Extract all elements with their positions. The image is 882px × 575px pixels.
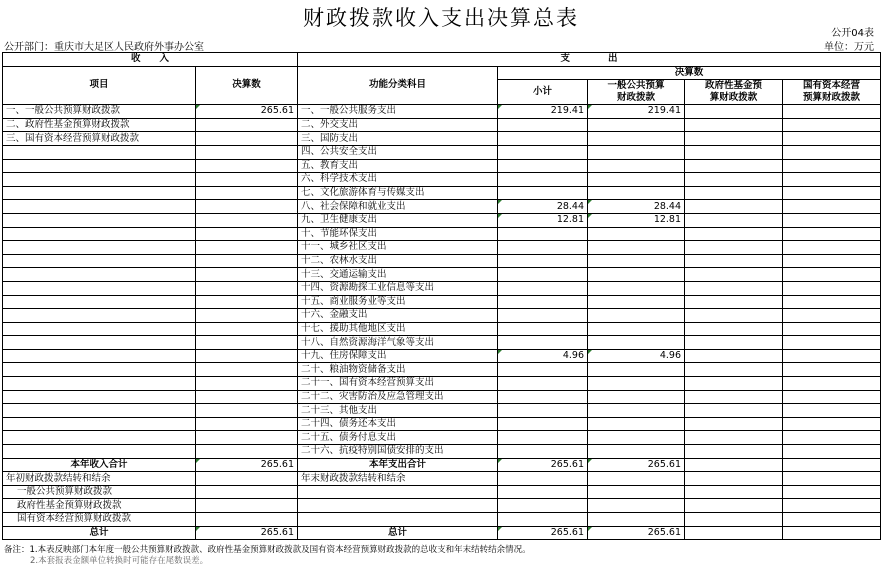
carry-value-cell [783, 499, 881, 513]
income-amount-cell [196, 145, 298, 159]
income-item-cell [3, 145, 196, 159]
gfb-cell [685, 404, 783, 418]
socb-cell [783, 445, 881, 459]
table-row [3, 404, 881, 418]
carry-value-cell [588, 513, 685, 527]
grand-expense-socb [783, 526, 881, 540]
carry-value-cell [685, 499, 783, 513]
table-row [3, 118, 881, 132]
func-subject-header: 功能分类科目 [298, 66, 498, 105]
subtotal-cell [498, 377, 588, 391]
carry-amount-cell [196, 472, 298, 486]
gfb-cell [685, 445, 783, 459]
income-item-cell [3, 309, 196, 323]
subtotal-cell [498, 173, 588, 187]
gfb-cell [685, 118, 783, 132]
grand-income-total-amount: 265.61 [196, 526, 298, 540]
subtotal-cell: 28.44 [498, 200, 588, 214]
gfb-cell [685, 309, 783, 323]
socb-cell [783, 118, 881, 132]
income-item-cell [3, 254, 196, 268]
table-row [3, 363, 881, 377]
income-amount-cell [196, 363, 298, 377]
table-row [3, 173, 881, 187]
table-row [3, 145, 881, 159]
func-subject-cell: 二、外交支出 [298, 118, 498, 132]
gfb-cell [685, 186, 783, 200]
subtotal-cell [498, 132, 588, 146]
subtotal-cell [498, 241, 588, 255]
gpb-cell [588, 186, 685, 200]
gpb-cell: 219.41 [588, 105, 685, 119]
income-item-cell [3, 227, 196, 241]
func-subject-cell: 十七、援助其他地区支出 [298, 322, 498, 336]
income-amount-cell [196, 200, 298, 214]
income-amount-cell [196, 404, 298, 418]
year-income-total-label: 本年收入合计 [3, 458, 196, 472]
func-subject-cell: 十三、交通运输支出 [298, 268, 498, 282]
table-row [3, 159, 881, 173]
gpb-cell [588, 431, 685, 445]
socb-cell [783, 159, 881, 173]
carry-amount-cell [196, 485, 298, 499]
table-row [3, 241, 881, 255]
table-row [3, 322, 881, 336]
func-subject-cell: 八、社会保障和就业支出 [298, 200, 498, 214]
table-row [3, 431, 881, 445]
income-item-cell [3, 200, 196, 214]
gpb-cell [588, 241, 685, 255]
socb-cell [783, 377, 881, 391]
income-amount-cell [196, 431, 298, 445]
socb-cell [783, 105, 881, 119]
func-subject-cell: 九、卫生健康支出 [298, 213, 498, 227]
subtotal-cell [498, 322, 588, 336]
subtotal-cell [498, 445, 588, 459]
table-row [3, 186, 881, 200]
socb-cell [783, 145, 881, 159]
year-expense-gpb: 265.61 [588, 458, 685, 472]
socb-cell [783, 349, 881, 363]
gfb-cell [685, 132, 783, 146]
gfb-cell [685, 173, 783, 187]
socb-cell [783, 309, 881, 323]
income-amount-cell [196, 322, 298, 336]
note-1: 备注：1.本表反映部门本年度一般公共预算财政拨款、政府性基金预算财政拨款及国有资本经营预算财政拨款的总收支和年末结转结余情况。 [4, 545, 531, 555]
gpb-header: 一般公共预算 财政拨款 [588, 80, 685, 105]
socb-cell [783, 186, 881, 200]
income-amount-cell [196, 132, 298, 146]
income-item-cell [3, 404, 196, 418]
income-item-cell [3, 295, 196, 309]
subtotal-cell [498, 431, 588, 445]
table-row [3, 390, 881, 404]
socb-cell [783, 417, 881, 431]
year-expense-gfb [685, 458, 783, 472]
func-subject-cell: 二十六、抗疫特别国债安排的支出 [298, 445, 498, 459]
carry-value-cell [498, 499, 588, 513]
subtotal-cell [498, 145, 588, 159]
grand-expense-gfb [685, 526, 783, 540]
carry-value-cell [498, 485, 588, 499]
gfb-cell [685, 159, 783, 173]
socb-cell [783, 390, 881, 404]
income-item-cell [3, 336, 196, 350]
income-item-cell [3, 159, 196, 173]
income-item-cell [3, 268, 196, 282]
income-amount-cell [196, 309, 298, 323]
gpb-cell [588, 309, 685, 323]
table-row [3, 349, 881, 363]
income-item-cell [3, 431, 196, 445]
gfb-cell [685, 281, 783, 295]
table-row [3, 132, 881, 146]
carry-func-cell [298, 513, 498, 527]
carry-item-cell: 一般公共预算财政拨款 [3, 485, 196, 499]
item-header: 项目 [3, 66, 196, 105]
income-amount-cell [196, 268, 298, 282]
carry-value-cell [588, 499, 685, 513]
table-row [3, 336, 881, 350]
income-amount-cell [196, 295, 298, 309]
func-subject-cell: 十一、城乡社区支出 [298, 241, 498, 255]
grand-income-total-label: 总计 [3, 526, 196, 540]
func-subject-cell: 十八、自然资源海洋气象等支出 [298, 336, 498, 350]
year-total-row [3, 458, 881, 472]
gfb-cell [685, 390, 783, 404]
carry-value-cell [588, 472, 685, 486]
final-amount-header: 决算数 [196, 66, 298, 105]
subtotal-cell: 219.41 [498, 105, 588, 119]
func-subject-cell: 二十四、债务还本支出 [298, 417, 498, 431]
func-subject-cell: 十六、金融支出 [298, 309, 498, 323]
socb-cell [783, 213, 881, 227]
income-item-cell: 一、一般公共预算财政拨款 [3, 105, 196, 119]
socb-cell [783, 200, 881, 214]
gfb-header: 政府性基金预 算财政拨款 [685, 80, 783, 105]
gpb-cell [588, 145, 685, 159]
func-subject-cell: 二十三、其他支出 [298, 404, 498, 418]
income-item-cell [3, 186, 196, 200]
income-amount-cell: 265.61 [196, 105, 298, 119]
func-subject-cell: 二十一、国有资本经营预算支出 [298, 377, 498, 391]
carry-func-cell: 年末财政拨款结转和结余 [298, 472, 498, 486]
carry-value-cell [783, 485, 881, 499]
gpb-cell [588, 118, 685, 132]
form-code: 公开04表 [831, 28, 874, 39]
socb-cell [783, 254, 881, 268]
socb-cell [783, 295, 881, 309]
gpb-cell [588, 281, 685, 295]
table-row [3, 377, 881, 391]
income-item-cell [3, 417, 196, 431]
subtotal-cell [498, 417, 588, 431]
table-row [3, 213, 881, 227]
table-row [3, 254, 881, 268]
income-amount-cell [196, 417, 298, 431]
gpb-cell [588, 363, 685, 377]
grand-expense-gpb: 265.61 [588, 526, 685, 540]
func-subject-cell: 五、教育支出 [298, 159, 498, 173]
carry-value-cell [685, 513, 783, 527]
income-amount-cell [196, 227, 298, 241]
subtotal-cell [498, 336, 588, 350]
subtotal-cell [498, 159, 588, 173]
note-2: 2.本套报表金额单位转换时可能存在尾数误差。 [30, 556, 209, 566]
socb-cell [783, 363, 881, 377]
socb-cell [783, 132, 881, 146]
table-row [3, 268, 881, 282]
carry-row [3, 485, 881, 499]
income-item-cell [3, 445, 196, 459]
func-subject-cell: 二十、粮油物资储备支出 [298, 363, 498, 377]
gpb-cell [588, 159, 685, 173]
income-item-cell [3, 322, 196, 336]
gfb-cell [685, 227, 783, 241]
section-header-row [3, 53, 881, 67]
socb-cell [783, 241, 881, 255]
grand-expense-total-label: 总计 [298, 526, 498, 540]
income-item-cell [3, 173, 196, 187]
income-item-cell: 三、国有资本经营预算财政拨款 [3, 132, 196, 146]
table-row [3, 295, 881, 309]
gpb-cell [588, 322, 685, 336]
income-amount-cell [196, 336, 298, 350]
income-amount-cell [196, 241, 298, 255]
gfb-cell [685, 241, 783, 255]
gpb-cell [588, 445, 685, 459]
func-subject-cell: 十五、商业服务业等支出 [298, 295, 498, 309]
income-amount-cell [196, 377, 298, 391]
income-item-cell [3, 213, 196, 227]
gpb-cell [588, 173, 685, 187]
subtotal-header: 小计 [498, 80, 588, 105]
gpb-cell [588, 404, 685, 418]
func-subject-cell: 六、科学技术支出 [298, 173, 498, 187]
income-item-cell: 二、政府性基金预算财政拨款 [3, 118, 196, 132]
gpb-cell [588, 336, 685, 350]
carry-value-cell [685, 472, 783, 486]
income-item-cell [3, 241, 196, 255]
income-amount-cell [196, 159, 298, 173]
gpb-cell [588, 227, 685, 241]
func-subject-cell: 十、节能环保支出 [298, 227, 498, 241]
gfb-cell [685, 145, 783, 159]
carry-item-cell: 年初财政拨款结转和结余 [3, 472, 196, 486]
socb-cell [783, 431, 881, 445]
report-title: 财政拨款收入支出决算总表 [303, 6, 579, 30]
subtotal-cell: 4.96 [498, 349, 588, 363]
income-item-cell [3, 390, 196, 404]
carry-row [3, 472, 881, 486]
gpb-cell [588, 377, 685, 391]
subtotal-cell [498, 268, 588, 282]
income-amount-cell [196, 349, 298, 363]
carry-item-cell: 国有资本经营预算财政拨款 [3, 513, 196, 527]
year-expense-subtotal: 265.61 [498, 458, 588, 472]
gpb-cell [588, 295, 685, 309]
income-item-cell [3, 281, 196, 295]
grand-expense-subtotal: 265.61 [498, 526, 588, 540]
carry-amount-cell [196, 499, 298, 513]
gpb-cell [588, 390, 685, 404]
table-row [3, 445, 881, 459]
income-amount-cell [196, 281, 298, 295]
gfb-cell [685, 431, 783, 445]
socb-cell [783, 173, 881, 187]
socb-cell [783, 281, 881, 295]
func-subject-cell: 二十二、灾害防治及应急管理支出 [298, 390, 498, 404]
income-amount-cell [196, 173, 298, 187]
socb-header: 国有资本经营 预算财政拨款 [783, 80, 881, 105]
subtotal-cell [498, 390, 588, 404]
func-subject-cell: 二十五、债务付息支出 [298, 431, 498, 445]
gfb-cell [685, 213, 783, 227]
table-row [3, 281, 881, 295]
department-label: 公开部门：重庆市大足区人民政府外事办公室 [4, 42, 204, 53]
func-subject-cell: 十二、农林水支出 [298, 254, 498, 268]
gfb-cell [685, 336, 783, 350]
income-amount-cell [196, 390, 298, 404]
subtotal-cell [498, 295, 588, 309]
gpb-cell [588, 132, 685, 146]
final-group-header: 决算数 [498, 66, 881, 80]
gpb-cell: 28.44 [588, 200, 685, 214]
unit-label: 单位：万元 [824, 42, 874, 53]
table-row [3, 227, 881, 241]
gfb-cell [685, 295, 783, 309]
gpb-cell: 12.81 [588, 213, 685, 227]
func-subject-cell: 一、一般公共服务支出 [298, 105, 498, 119]
socb-cell [783, 404, 881, 418]
table-row [3, 309, 881, 323]
carry-value-cell [588, 485, 685, 499]
gfb-cell [685, 268, 783, 282]
carry-row [3, 499, 881, 513]
income-amount-cell [196, 186, 298, 200]
socb-cell [783, 336, 881, 350]
socb-cell [783, 322, 881, 336]
year-expense-total-label: 本年支出合计 [298, 458, 498, 472]
subtotal-cell [498, 118, 588, 132]
func-subject-cell: 十九、住房保障支出 [298, 349, 498, 363]
carry-value-cell [498, 472, 588, 486]
income-item-cell [3, 377, 196, 391]
income-amount-cell [196, 445, 298, 459]
notes [4, 545, 531, 567]
carry-value-cell [783, 513, 881, 527]
func-subject-cell: 十四、资源勘探工业信息等支出 [298, 281, 498, 295]
gpb-cell [588, 268, 685, 282]
grand-total-row [3, 526, 881, 540]
subtotal-cell [498, 309, 588, 323]
gfb-cell [685, 377, 783, 391]
gfb-cell [685, 105, 783, 119]
gpb-cell [588, 254, 685, 268]
subtotal-cell [498, 254, 588, 268]
subtotal-cell [498, 363, 588, 377]
column-header-row-1 [3, 66, 881, 80]
income-item-cell [3, 363, 196, 377]
income-amount-cell [196, 254, 298, 268]
subtotal-cell [498, 186, 588, 200]
subtotal-cell [498, 227, 588, 241]
income-item-cell [3, 349, 196, 363]
socb-cell [783, 227, 881, 241]
year-expense-socb [783, 458, 881, 472]
subtotal-cell: 12.81 [498, 213, 588, 227]
gfb-cell [685, 254, 783, 268]
subtotal-cell [498, 281, 588, 295]
income-amount-cell [196, 118, 298, 132]
carry-value-cell [783, 472, 881, 486]
carry-func-cell [298, 485, 498, 499]
gpb-cell: 4.96 [588, 349, 685, 363]
carry-row [3, 513, 881, 527]
gfb-cell [685, 322, 783, 336]
gfb-cell [685, 200, 783, 214]
budget-table [2, 52, 881, 540]
gfb-cell [685, 363, 783, 377]
func-subject-cell: 四、公共安全支出 [298, 145, 498, 159]
expense-header: 支 出 [298, 53, 881, 67]
carry-value-cell [498, 513, 588, 527]
income-header: 收 入 [3, 53, 298, 67]
carry-item-cell: 政府性基金预算财政拨款 [3, 499, 196, 513]
gfb-cell [685, 417, 783, 431]
table-row [3, 200, 881, 214]
socb-cell [783, 268, 881, 282]
table-row [3, 105, 881, 119]
func-subject-cell: 三、国防支出 [298, 132, 498, 146]
gpb-cell [588, 417, 685, 431]
carry-amount-cell [196, 513, 298, 527]
carry-value-cell [685, 485, 783, 499]
year-income-total-amount: 265.61 [196, 458, 298, 472]
table-row [3, 417, 881, 431]
func-subject-cell: 七、文化旅游体育与传媒支出 [298, 186, 498, 200]
gfb-cell [685, 349, 783, 363]
income-amount-cell [196, 213, 298, 227]
carry-func-cell [298, 499, 498, 513]
subtotal-cell [498, 404, 588, 418]
